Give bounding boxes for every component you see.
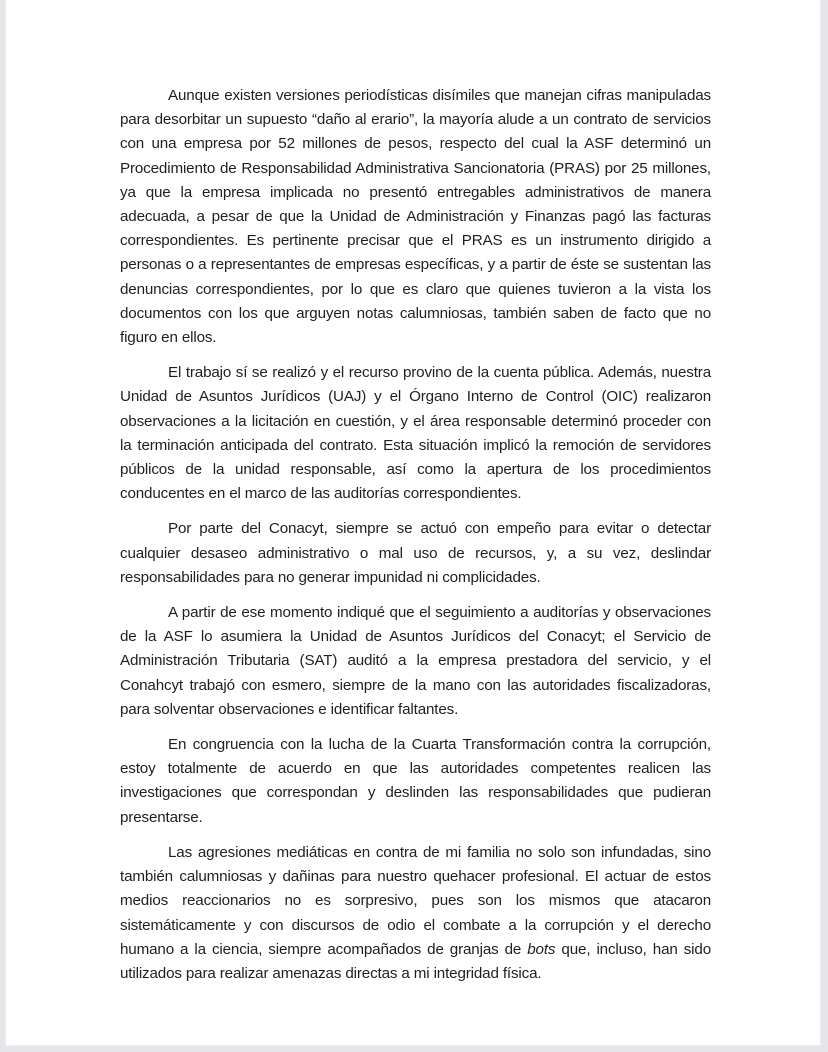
paragraph-fourth-transformation: En congruencia con la lucha de la Cuarta Transformación contra la corrupción, estoy totalmente de acuerdo en que las autoridades competentes realicen las investigaciones que correspondan y deslinden las responsabilidades que pudieran presentarse. (120, 736, 711, 826)
paragraph-pras-contract: Aunque existen versiones periodísticas disímiles que manejan cifras manipuladas para desorbitar un supuesto “daño al erario”, la mayoría alude a un contrato de servicios con una empresa por 52 millones de pesos, respecto del cual la ASF determinó un Procedimiento de Responsabilidad Administrativa Sancionatoria (PRAS) por 25 millones, ya que la empresa implicada no presentó entregables administrativos de manera adecuada, a pesar de que la Unidad de Administración y Finanzas pagó las facturas correspondientes. Es pertinente precisar que el PRAS es un instrumento dirigido a personas o a representantes de empresas específicas, y a partir de éste se sustentan las denuncias correspondientes, por lo que es claro que quienes tuvieron a la vista los documentos con los que arguyen notas calumniosas, también saben de facto que no figuro en ellos. (120, 87, 711, 347)
paragraph-work-performed: El trabajo sí se realizó y el recurso provino de la cuenta pública. Además, nuestra Unidad de Asuntos Jurídicos (UAJ) y el Órgano Interno de Control (OIC) realizaron observaciones a la licitación en cuestión, y el área responsable determinó proceder con la terminación anticipada del contrato. Esta situación implicó la remoción de servidores públicos de la unidad responsable, así como la apertura de los procedimientos conducentes en el marco de las auditorías correspondientes. (120, 364, 711, 503)
italic-term-bots: bots (527, 940, 556, 958)
paragraph-media-aggressions (120, 841, 711, 986)
paragraph-text-before: Las agresiones mediáticas en contra de mi familia no solo son infundadas, sino también calumniosas y dañinas para nuestro quehacer profesional. El actuar de estos medios reaccionarios no es sorpresivo, pues son los mismos que atacaron sistemáticamente y con discursos de odio el combate a la corrupción y el derecho humano a la ciencia, siempre acompañados de granjas de (120, 843, 711, 958)
paragraph-conacyt-diligence: Por parte del Conacyt, siempre se actuó con empeño para evitar o detectar cualquier desaseo administrativo o mal uso de recursos, y, a su vez, deslindar responsabilidades para no generar impunidad ni complicidades. (120, 520, 711, 586)
paragraph-audit-followup: A partir de ese momento indiqué que el seguimiento a auditorías y observaciones de la ASF lo asumiera la Unidad de Asuntos Jurídicos del Conacyt; el Servicio de Administración Tributaria (SAT) auditó a la empresa prestadora del servicio, y el Conahcyt trabajó con esmero, siempre de la mano con las autoridades fiscalizadoras, para solventar observaciones e identificar faltantes. (120, 604, 711, 718)
paragraph-text-after: que, incluso, han sido utilizados para realizar amenazas directas a mi integridad física. (120, 940, 711, 982)
document-body (120, 84, 711, 997)
document-page (5, 0, 821, 1046)
